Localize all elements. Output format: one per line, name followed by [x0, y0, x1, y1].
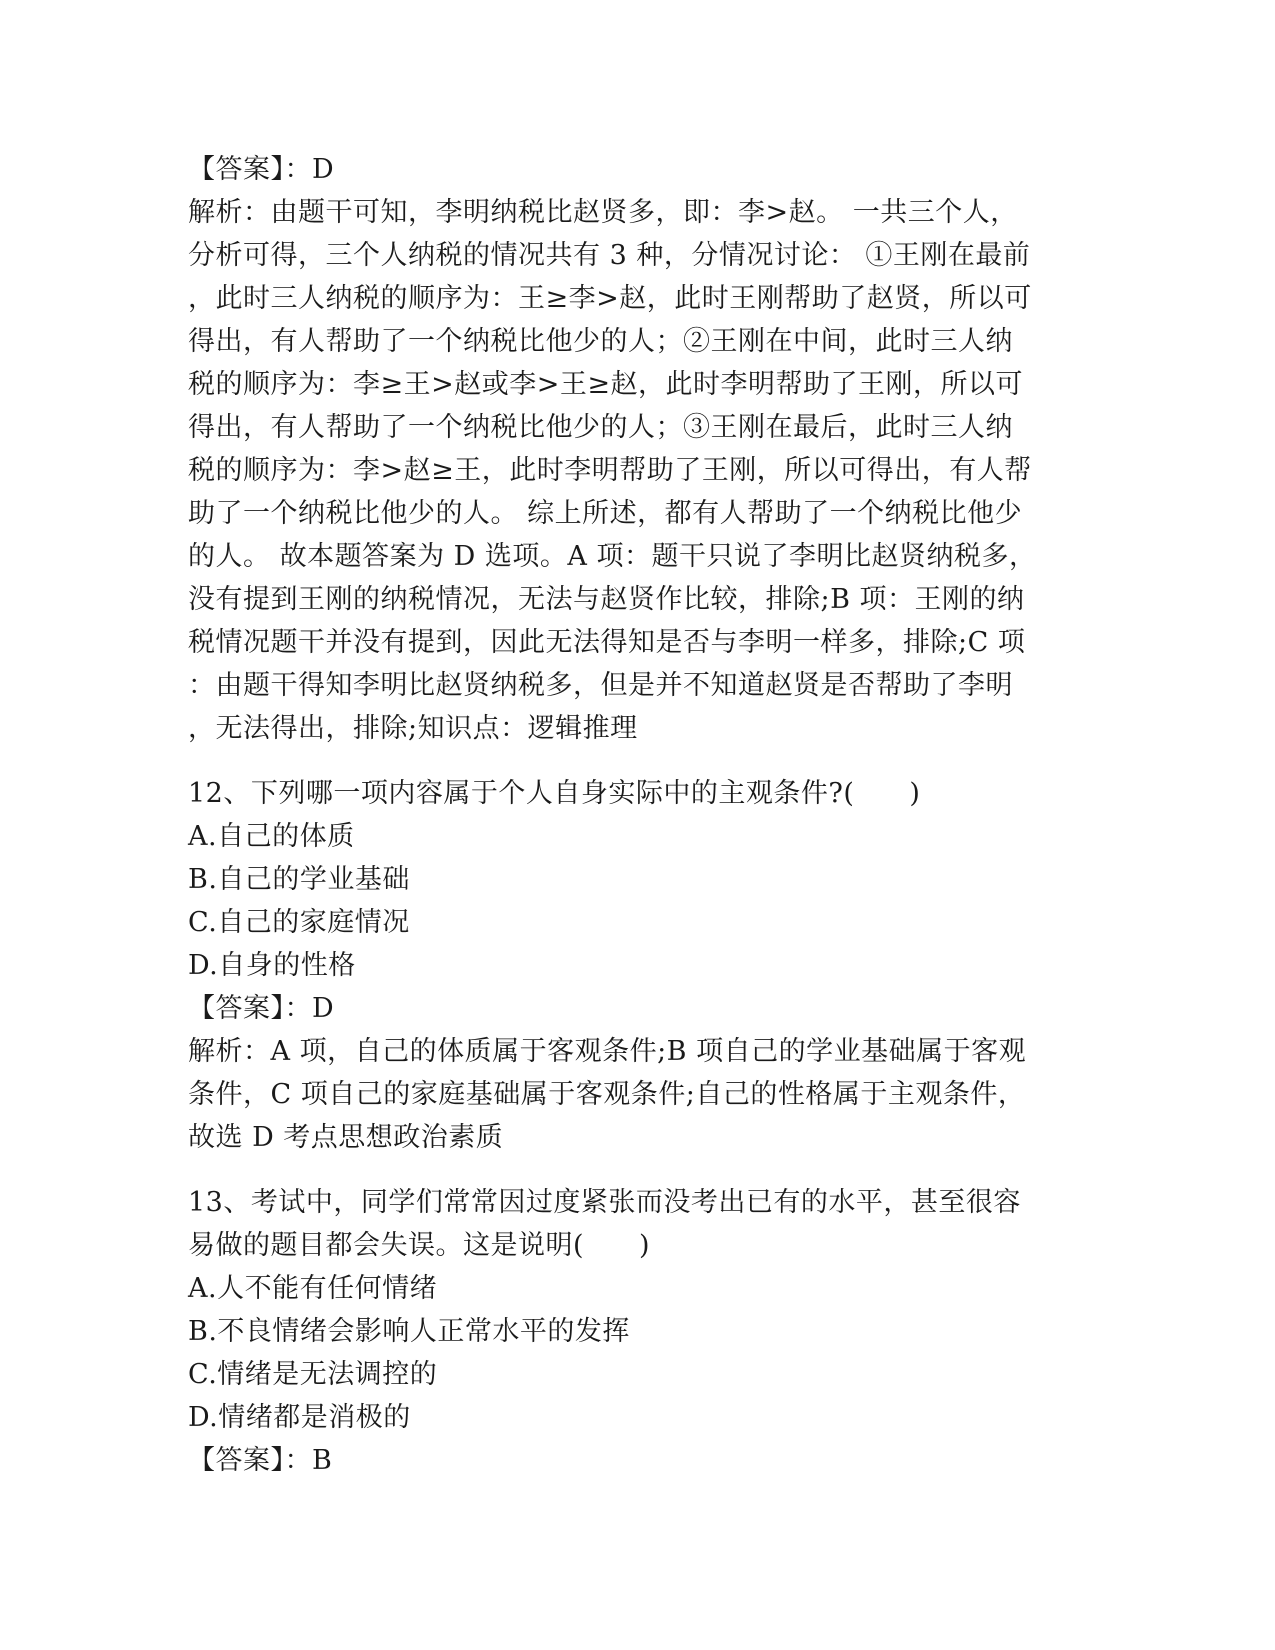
previous-question-answer — [188, 148, 1088, 750]
document-page — [188, 148, 1088, 1482]
explanation-line: 解析：A 项，自己的体质属于客观条件;B 项自己的学业基础属于客观 — [188, 1036, 1027, 1067]
option-d: D.自身的性格 — [188, 950, 356, 981]
explanation-line: 分析可得，三个人纳税的情况共有 3 种，分情况讨论： ①王刚在最前 — [188, 240, 1031, 271]
explanation-line: 税的顺序为：李>赵≥王，此时李明帮助了王刚，所以可得出，有人帮 — [188, 455, 1032, 486]
question-13 — [188, 1181, 1088, 1482]
explanation-line: 故选 D 考点思想政治素质 — [188, 1122, 504, 1153]
option-d: D.情绪都是消极的 — [188, 1402, 411, 1433]
option-b: B.不良情绪会影响人正常水平的发挥 — [188, 1316, 630, 1347]
explanation-line: 税的顺序为：李≥王>赵或李>王≥赵，此时李明帮助了王刚，所以可 — [188, 369, 1023, 400]
answer-line: 【答案】：B — [188, 1445, 333, 1476]
option-a: A.自己的体质 — [188, 821, 355, 852]
option-b: B.自己的学业基础 — [188, 864, 410, 895]
explanation-line: 税情况题干并没有提到，因此无法得知是否与李明一样多，排除;C 项 — [188, 627, 1026, 658]
explanation-line: 助了一个纳税比他少的人。 综上所述，都有人帮助了一个纳税比他少 — [188, 498, 1023, 529]
explanation — [188, 191, 1088, 750]
question-12 — [188, 772, 1088, 1159]
explanation-line: 没有提到王刚的纳税情况，无法与赵贤作比较，排除;B 项：王刚的纳 — [188, 584, 1025, 615]
explanation-line: 得出，有人帮助了一个纳税比他少的人；②王刚在中间，此时三人纳 — [188, 326, 1013, 357]
question-text: 13、考试中，同学们常常因过度紧张而没考出已有的水平，甚至很容 — [188, 1187, 1021, 1218]
option-a: A.人不能有任何情绪 — [188, 1273, 438, 1304]
explanation-line: 得出，有人帮助了一个纳税比他少的人；③王刚在最后，此时三人纳 — [188, 412, 1013, 443]
answer-line: 【答案】：D — [188, 154, 335, 185]
spacer — [188, 750, 1088, 772]
question-text: 易做的题目都会失误。这是说明( ) — [188, 1230, 651, 1261]
option-c: C.自己的家庭情况 — [188, 907, 410, 938]
answer-line: 【答案】：D — [188, 993, 335, 1024]
explanation-line: 解析：由题干可知，李明纳税比赵贤多，即：李>赵。 一共三个人， — [188, 197, 1018, 228]
explanation-line: ：由题干得知李明比赵贤纳税多，但是并不知道赵贤是否帮助了李明 — [188, 670, 1013, 701]
spacer — [188, 1159, 1088, 1181]
option-c: C.情绪是无法调控的 — [188, 1359, 438, 1390]
question-text: 12、下列哪一项内容属于个人自身实际中的主观条件?( ) — [188, 778, 921, 809]
explanation-line: 条件，C 项自己的家庭基础属于客观条件;自己的性格属于主观条件， — [188, 1079, 1026, 1110]
explanation-line: ，此时三人纳税的顺序为：王≥李>赵，此时王刚帮助了赵贤，所以可 — [188, 283, 1032, 314]
explanation-line: ，无法得出，排除;知识点：逻辑推理 — [188, 713, 638, 744]
explanation-line: 的人。 故本题答案为 D 选项。A 项：题干只说了李明比赵贤纳税多， — [188, 541, 1037, 572]
